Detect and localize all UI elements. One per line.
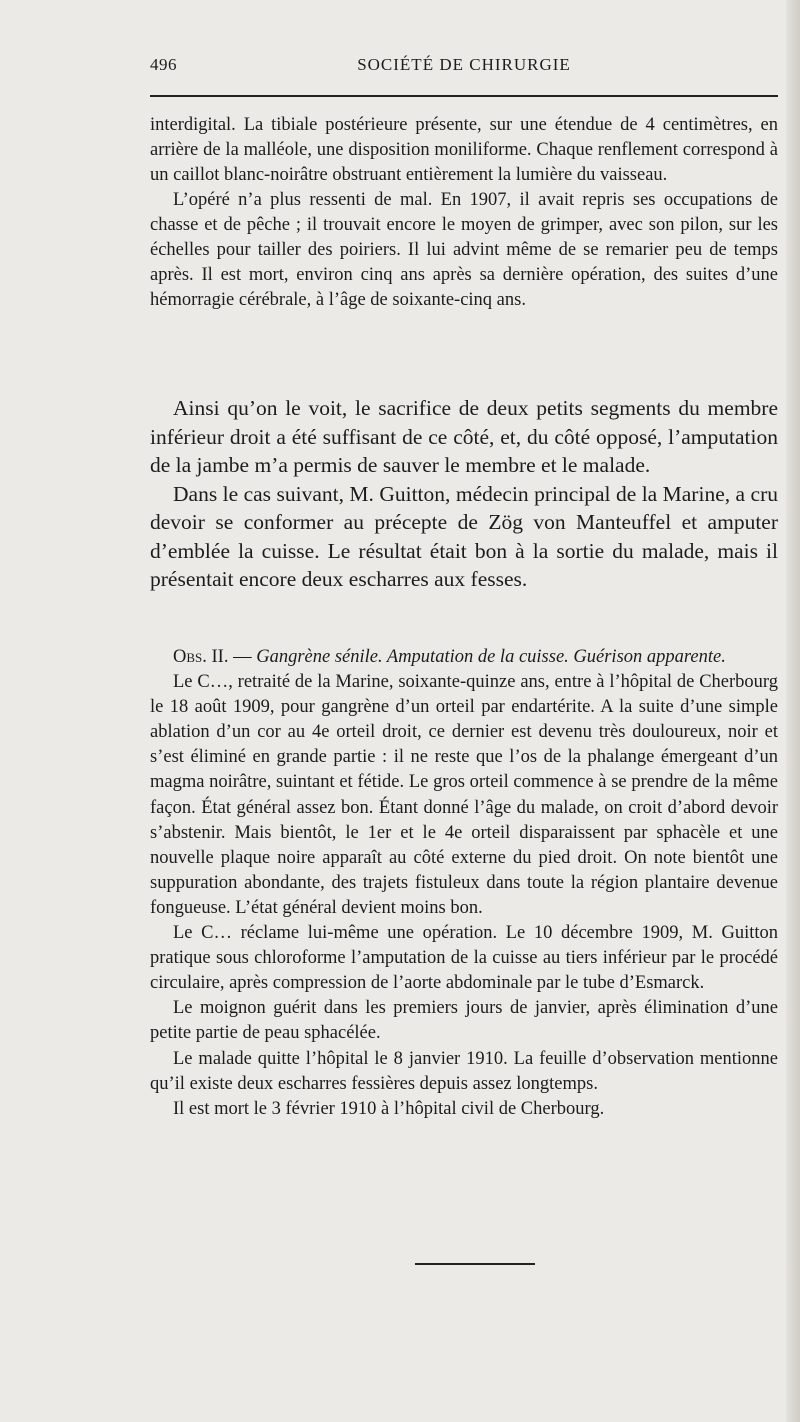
observation-paragraph-5: Il est mort le 3 février 1910 à l’hôpital civil de Cherbourg.: [173, 1098, 605, 1119]
paragraph-outcome: L’opéré n’a plus ressenti de mal. En 1907, il avait repris ses occupations de chasse et de pêche ; il trouvait encore le moyen de grimper, avec son pilon, sur les échelles pour tailler des poiriers. Il lui advint même de se remarier peu de temps après. Il est mort, environ cinq ans après sa dernière opération, des suites d’une hémorragie cérébrale, à l’âge de soixante-cinq ans.: [150, 190, 778, 310]
page-edge-shadow: [786, 0, 800, 1422]
observation-title: Gangrène sénile. Amputation de la cuisse. Guérison apparente.: [256, 647, 726, 667]
observation-label: Obs. II.: [173, 647, 229, 667]
observation-paragraph-1: Le C…, retraité de la Marine, soixante-quinze ans, entre à l’hôpital de Cherbourg le 18 août 1909, pour gangrène d’un orteil par endartérite. A la suite d’une simple ablation d’un cor au 4e orteil droit, ce dernier est devenu très douloureux, noir et s’est éliminé en grande partie : il ne reste que l’os de la phalange émergeant d’un magma noirâtre, suintant et fétide. Le gros orteil commence à se prendre de la même façon. État général assez bon. Étant donné l’âge du malade, on croit d’abord devoir s’abstenir. Mais bientôt, le 1er et le 4e orteil disparaissent par sphacèle et une nouvelle plaque noire apparaît au côté externe du pied droit. On note bientôt une suppuration abondante, des trajets fistuleux dans toute la région plantaire devenue fongueuse. L’état général devient moins bon.: [150, 672, 778, 918]
observation-heading: [150, 645, 778, 670]
observation-paragraph-4: Le malade quitte l’hôpital le 8 janvier 1910. La feuille d’observation mentionne qu’il existe deux escharres fessières depuis assez longtemps.: [150, 1048, 778, 1094]
paragraph-commentary-1: Ainsi qu’on le voit, le sacrifice de deux petits segments du membre inférieur droit a été suffisant de ce côté, et, du côté opposé, l’amputation de la jambe m’a permis de sauver le membre et le malade.: [150, 396, 778, 477]
header-rule: [150, 95, 778, 97]
observation-paragraph-2: Le C… réclame lui-même une opération. Le 10 décembre 1909, M. Guitton pratique sous chloroforme l’amputation de la cuisse au tiers inférieur par le procédé circulaire, après compression de l’aorte abdominale par le tube d’Esmarck.: [150, 923, 778, 994]
case-conclusion-section: [150, 113, 778, 313]
observation-section: [150, 645, 778, 1122]
page-number: 496: [150, 55, 177, 74]
commentary-section: [150, 394, 778, 594]
observation-paragraph-3: Le moignon guérit dans les premiers jours de janvier, après élimination d’une petite partie de peau sphacélée.: [150, 998, 778, 1044]
paragraph-commentary-2: Dans le cas suivant, M. Guitton, médecin principal de la Marine, a cru devoir se conformer au précepte de Zög von Manteuffel et amputer d’emblée la cuisse. Le résultat était bon à la sortie du malade, mais il présentait encore deux escharres aux fesses.: [150, 481, 778, 591]
paragraph-continuation: interdigital. La tibiale postérieure présente, sur une étendue de 4 centimètres, en arrière de la malléole, une disposition moniliforme. Chaque renflement correspond à un caillot blanc-noirâtre obstruant entièrement la lumière du vaisseau.: [150, 115, 778, 185]
page-header: [150, 55, 778, 81]
running-title: SOCIÉTÉ DE CHIRURGIE: [357, 55, 571, 74]
closing-rule: [415, 1263, 535, 1265]
observation-dash: —: [228, 647, 257, 667]
